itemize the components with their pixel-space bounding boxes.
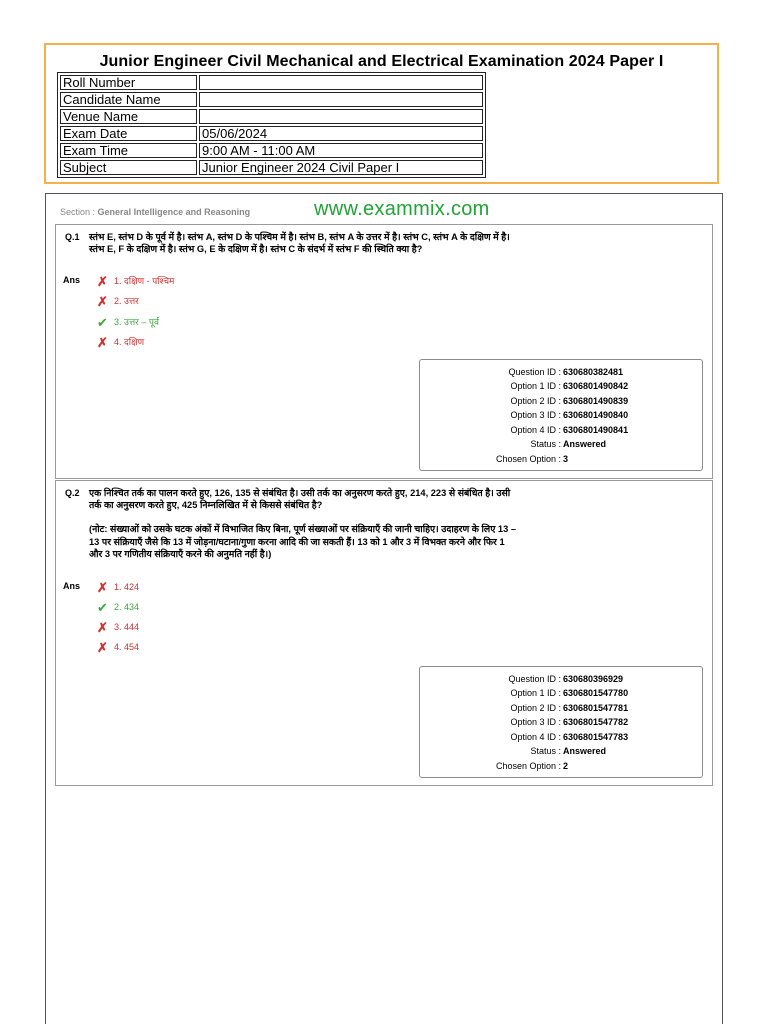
meta-label: Chosen Option : bbox=[495, 761, 561, 771]
option-item bbox=[97, 600, 139, 614]
question-number: Q.1 bbox=[65, 232, 80, 242]
exam-header-card bbox=[44, 43, 719, 184]
meta-value: 6306801547783 bbox=[563, 732, 629, 742]
meta-row bbox=[420, 686, 702, 700]
info-label: Subject bbox=[60, 160, 197, 175]
meta-value: 6306801490840 bbox=[563, 410, 629, 420]
meta-label: Option 3 ID : bbox=[510, 717, 561, 727]
meta-label: Chosen Option : bbox=[495, 454, 561, 464]
meta-label: Question ID : bbox=[508, 367, 561, 377]
option-text: 4. 454 bbox=[114, 642, 140, 652]
question-block bbox=[55, 224, 713, 479]
meta-row bbox=[420, 379, 702, 393]
meta-label: Option 3 ID : bbox=[510, 410, 561, 420]
meta-row bbox=[420, 365, 702, 379]
meta-value: 6306801547782 bbox=[563, 717, 629, 727]
question-text: एक निश्चित तर्क का पालन करते हुए, 126, 135 से संबंधित है। उसी तर्क का अनुसरण करते हुए, 214, 223 से संबंधित है। उसी तर्क का अनुसरण करते हुए, 425 निम्नलिखित में से किससे संबंधित है? bbox=[89, 488, 511, 510]
meta-label: Status : bbox=[530, 439, 561, 449]
info-row bbox=[60, 126, 483, 141]
meta-label: Option 1 ID : bbox=[510, 381, 561, 391]
info-label: Candidate Name bbox=[60, 92, 197, 107]
answer-label: Ans bbox=[63, 275, 81, 285]
meta-row bbox=[420, 423, 702, 437]
question-meta-box bbox=[419, 666, 703, 778]
meta-label: Option 1 ID : bbox=[510, 688, 561, 698]
meta-row bbox=[420, 672, 702, 686]
meta-row bbox=[420, 452, 702, 466]
option-item bbox=[97, 335, 144, 349]
watermark: www.exammix.com bbox=[314, 198, 490, 220]
question-text: स्तंभ E, स्तंभ D के पूर्व में है। स्तंभ A, स्तंभ D के पश्चिम में है। स्तंभ B, स्तंभ A के उत्तर में है। स्तंभ C, स्तंभ A के दक्षिण में है। स्तंभ E, F के दक्षिण में है। स्तंभ G, E के दक्षिण में है। स्तंभ C के संदर्भ में स्तंभ F की स्थिति क्या है? bbox=[89, 232, 510, 254]
meta-value: 6306801547780 bbox=[563, 688, 629, 698]
info-label: Exam Time bbox=[60, 143, 197, 158]
meta-row bbox=[420, 715, 702, 729]
option-text: 3. 444 bbox=[114, 622, 140, 632]
option-text: 2. उत्तर bbox=[114, 296, 139, 306]
question-block bbox=[55, 480, 713, 786]
meta-row bbox=[420, 759, 702, 773]
meta-value: Answered bbox=[563, 439, 607, 449]
exam-title: Junior Engineer Civil Mechanical and Electrical Examination 2024 Paper I bbox=[99, 53, 664, 70]
option-text: 3. उत्तर – पूर्व bbox=[114, 317, 159, 327]
section-prefix: Section : bbox=[60, 207, 96, 217]
cross-icon: ✗ bbox=[97, 334, 108, 350]
meta-value: 630680382481 bbox=[563, 367, 624, 377]
meta-value: 6306801547781 bbox=[563, 703, 629, 713]
info-row bbox=[60, 75, 483, 90]
meta-value: 6306801490841 bbox=[563, 425, 629, 435]
answer-label: Ans bbox=[63, 581, 81, 591]
candidate-info-table bbox=[57, 72, 486, 178]
cross-icon: ✗ bbox=[97, 579, 108, 595]
info-row bbox=[60, 143, 483, 158]
question-meta-box bbox=[419, 359, 703, 471]
meta-row bbox=[420, 408, 702, 422]
info-value: Junior Engineer 2024 Civil Paper I bbox=[199, 160, 483, 175]
info-value bbox=[199, 75, 483, 90]
info-value bbox=[199, 109, 483, 124]
option-item bbox=[97, 274, 174, 288]
meta-value: Answered bbox=[563, 746, 607, 756]
meta-label: Option 4 ID : bbox=[510, 732, 561, 742]
check-icon: ✔ bbox=[97, 599, 108, 615]
meta-row bbox=[420, 744, 702, 758]
question-note: (नोट: संख्याओं को उसके घटक अंकों में विभाजित किए बिना, पूर्ण संख्याओं पर संक्रियाएँ की जानी चाहिए। उदाहरण के लिए 13 – 13 पर संक्रियाएँ जैसे कि 13 में जोड़ना/घटाना/गुणा करना आदि की जा सकती हैं। 13 को 1 और 3 में विभक्त करने और फिर 1 और 3 पर गणितीय संक्रियाएँ करने की अनुमति नहीं है।) bbox=[89, 524, 517, 559]
meta-value: 6306801490842 bbox=[563, 381, 629, 391]
option-text: 1. 424 bbox=[114, 582, 140, 592]
info-value bbox=[199, 92, 483, 107]
check-icon: ✔ bbox=[97, 314, 108, 330]
meta-value: 2 bbox=[563, 761, 569, 771]
meta-value: 3 bbox=[563, 454, 569, 464]
section-name: General Intelligence and Reasoning bbox=[97, 207, 251, 217]
info-value: 9:00 AM - 11:00 AM bbox=[199, 143, 483, 158]
meta-row bbox=[420, 730, 702, 744]
meta-value: 630680396929 bbox=[563, 674, 624, 684]
option-item bbox=[97, 640, 139, 654]
info-label: Exam Date bbox=[60, 126, 197, 141]
meta-row bbox=[420, 437, 702, 451]
option-item bbox=[97, 315, 159, 329]
cross-icon: ✗ bbox=[97, 639, 108, 655]
option-item bbox=[97, 580, 139, 594]
meta-label: Option 2 ID : bbox=[510, 396, 561, 406]
info-row bbox=[60, 160, 483, 175]
option-item bbox=[97, 620, 139, 634]
cross-icon: ✗ bbox=[97, 273, 108, 289]
question-number: Q.2 bbox=[65, 488, 80, 498]
info-label: Venue Name bbox=[60, 109, 197, 124]
info-value: 05/06/2024 bbox=[199, 126, 483, 141]
meta-label: Option 4 ID : bbox=[510, 425, 561, 435]
meta-label: Question ID : bbox=[508, 674, 561, 684]
info-row bbox=[60, 109, 483, 124]
section-label bbox=[60, 207, 250, 217]
meta-label: Option 2 ID : bbox=[510, 703, 561, 713]
cross-icon: ✗ bbox=[97, 619, 108, 635]
info-label: Roll Number bbox=[60, 75, 197, 90]
meta-row bbox=[420, 394, 702, 408]
meta-label: Status : bbox=[530, 746, 561, 756]
cross-icon: ✗ bbox=[97, 293, 108, 309]
option-text: 4. दक्षिण bbox=[114, 337, 145, 347]
meta-value: 6306801490839 bbox=[563, 396, 629, 406]
info-row bbox=[60, 92, 483, 107]
option-item bbox=[97, 294, 139, 308]
meta-row bbox=[420, 701, 702, 715]
option-text: 2. 434 bbox=[114, 602, 140, 612]
option-text: 1. दक्षिण - पश्चिम bbox=[114, 276, 175, 286]
